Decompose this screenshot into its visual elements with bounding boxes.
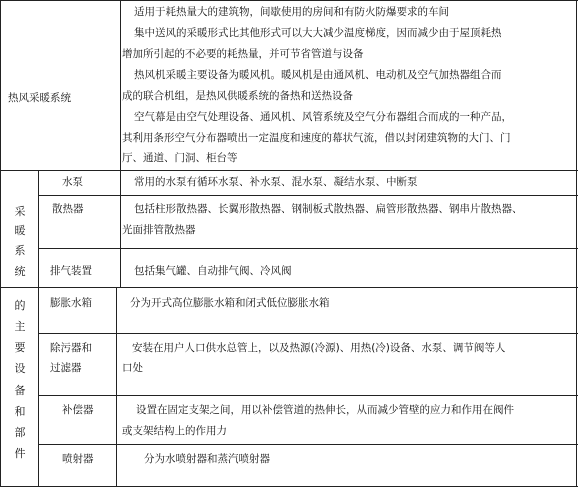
hot-air-line-6: 空气幕是由空气处理设备、通风机、风管系统及空气分布器组合而成的一种产品， xyxy=(134,111,512,123)
rule-after-radiator xyxy=(38,248,578,249)
row-desc-radiator-line-1: 包括柱形散热器、长翼形散热器、钢制板式散热器、扁管形散热器、钢串片散热器、 xyxy=(134,203,523,215)
row-desc-compensator-line-2: 或支架结构上的作用力 xyxy=(122,425,227,437)
rule-left xyxy=(0,0,1,487)
rule-content-col-bottom xyxy=(116,287,117,487)
rule-after-expansion xyxy=(38,333,578,334)
rule-after-hot-air xyxy=(0,170,578,171)
row-name-pump: 水泵 xyxy=(62,176,83,188)
row-desc-ejector-line-1: 分为水喷射器和蒸汽喷射器 xyxy=(144,453,270,465)
hot-air-line-3: 增加所引起的不必要的耗热量，并可节省管道与设备 xyxy=(122,48,364,60)
rule-content-col-top xyxy=(120,0,121,287)
row-desc-pump-line-1: 常用的水泵有循环水泵、补水泵、混水泵、凝结水泵、中断泵 xyxy=(134,176,418,188)
group-label-char: 主 xyxy=(14,320,26,333)
row-desc-exhaust-line-1: 包括集气罐、自动排气阀、冷风阀 xyxy=(134,265,292,277)
group-label-char: 和 xyxy=(14,405,26,418)
row-name-compensator: 补偿器 xyxy=(62,404,94,416)
hot-air-line-4: 热风机采暖主要设备为暖风机。暖风机是由通风机、电动机及空气加热器组合而 xyxy=(134,69,502,81)
row-name-radiator: 散热器 xyxy=(52,203,84,215)
group-label-char: 设 xyxy=(14,362,26,375)
row-desc-compensator-line-1: 设置在固定支架之间，用以补偿管道的热伸长，从而减少管壁的应力和作用在阀件 xyxy=(136,404,514,416)
row-desc-expansion-line-1: 分为开式高位膨胀水箱和闭式低位膨胀水箱 xyxy=(130,297,330,309)
rule-right xyxy=(576,0,577,487)
rule-bottom xyxy=(0,486,578,487)
rule-top xyxy=(0,0,578,1)
hot-air-line-5: 成的联合机组，是热风供暖系统的备热和送热设备 xyxy=(122,90,353,102)
row-name-expansion: 膨胀水箱 xyxy=(50,297,92,309)
row-name-ejector: 喷射器 xyxy=(62,453,94,465)
group-label-char: 备 xyxy=(14,384,26,397)
hot-air-line-8: 厅、通道、门洞、柜台等 xyxy=(122,152,238,164)
row-desc-filter-line-2: 口处 xyxy=(122,362,143,374)
rule-after-pump xyxy=(38,195,578,196)
group-label-char: 件 xyxy=(14,447,26,460)
hot-air-label: 热风采暖系统 xyxy=(8,92,71,104)
hot-air-line-1: 适用于耗热量大的建筑物，间歇使用的房间和有防火防爆要求的车间 xyxy=(134,6,449,18)
rule-after-exhaust xyxy=(0,287,578,288)
rule-after-filter xyxy=(38,395,578,396)
row-name-exhaust: 排气装置 xyxy=(50,265,92,277)
group-label-char: 采 xyxy=(14,205,26,218)
hot-air-line-2: 集中送风的采暖形式比其他形式可以大大减少温度梯度，因而减少由于屋顶耗热 xyxy=(134,27,502,39)
row-name-filter-line-1: 除污器和 xyxy=(50,342,92,354)
group-label-char: 统 xyxy=(14,265,26,278)
row-desc-filter-line-1: 安装在用户人口供水总管上，以及热源(冷源)、用热(冷)设备、水泵、调节阀等人 xyxy=(132,342,506,354)
row-desc-radiator-line-2: 光面排管散热器 xyxy=(122,224,196,236)
rule-group-col xyxy=(38,170,39,487)
group-label-char: 的 xyxy=(14,299,26,312)
row-name-filter-line-2: 过滤器 xyxy=(50,362,82,374)
group-label-char: 系 xyxy=(14,244,26,257)
hot-air-line-7: 其利用条形空气分布器喷出一定温度和速度的幕状气流，借以封闭建筑物的大门、门 xyxy=(122,132,511,144)
group-label-char: 部 xyxy=(14,426,26,439)
group-label-char: 暖 xyxy=(14,224,26,237)
rule-after-compensator xyxy=(38,444,578,445)
group-label-char: 要 xyxy=(14,341,26,354)
